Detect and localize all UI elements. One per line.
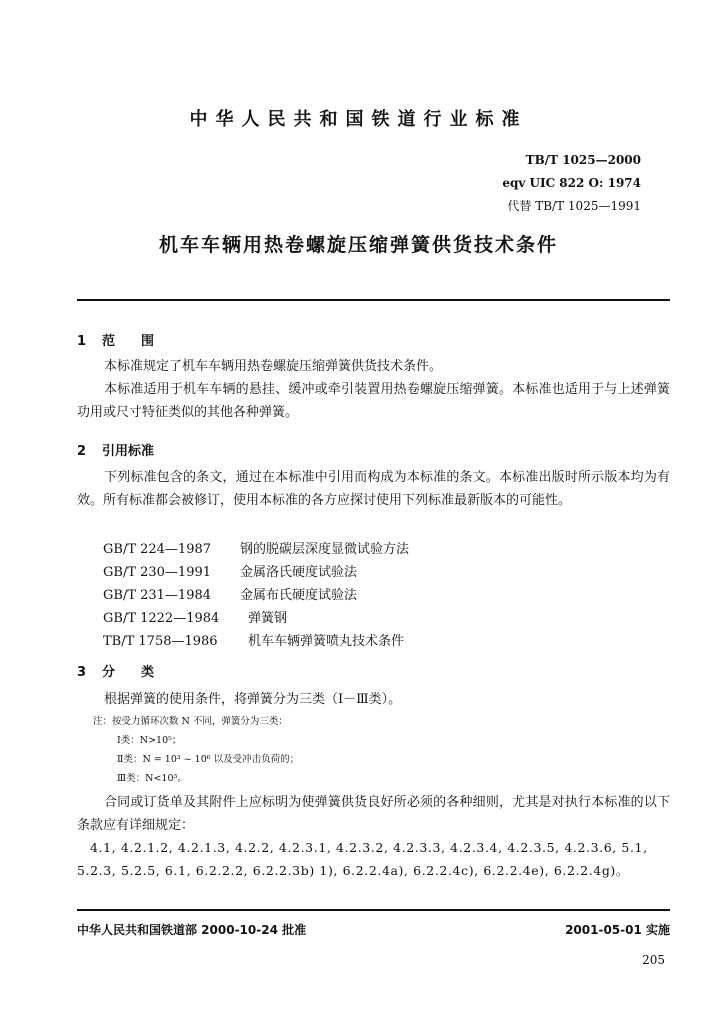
section-2-para-1: 下列标准包含的条文，通过在本标准中引用而构成为本标准的条文。本标准出版时所示版本均为有效。所有标准都会被修订，使用本标准的各方应探讨使用下列标准最新版本的可能性。: [77, 470, 670, 508]
section-3-para-1: 根据弹簧的使用条件，将弹簧分为三类（Ⅰ－Ⅲ类）。: [104, 692, 402, 707]
section-title: 分 类: [102, 665, 155, 680]
implementation-date: 2001-05-01 实施: [565, 923, 670, 937]
standard-codes: [502, 149, 641, 218]
section-title: 范 围: [102, 334, 155, 349]
section-3-para-2: 合同或订货单及其附件上应标明为使弹簧供货良好所必须的各种细则，尤其是对执行本标准的以下条款应有详细规定：: [77, 795, 670, 833]
reference-name: 弹簧钢: [248, 611, 288, 626]
reference-name: 金属洛氏硬度试验法: [240, 565, 358, 580]
section-2-heading: [77, 440, 154, 459]
standard-number: TB/T 1025—2000: [525, 153, 641, 167]
standard-category: 中华人民共和国铁道行业标准: [189, 109, 528, 130]
section-1-para-2: 本标准适用于机车车辆的悬挂、缓冲或牵引装置用热卷螺旋压缩弹簧。本标准也适用于与上述弹簧功用或尺寸特征类似的其他各种弹簧。: [77, 382, 670, 420]
reference-code: TB/T 1758—1986: [103, 634, 218, 649]
note-intro: 注：按受力循环次数 N 不同，弹簧分为三类：: [93, 716, 288, 727]
classification-note: [93, 712, 299, 788]
header-divider: [77, 299, 670, 301]
note-item-class-3: Ⅲ类：N<10³。: [117, 773, 187, 784]
page-number: 205: [642, 953, 665, 967]
replaces-standard: 代替 TB/T 1025—1991: [507, 199, 641, 213]
reference-item: [103, 538, 409, 561]
reference-code: GB/T 224—1987: [103, 542, 212, 557]
section-1-heading: [77, 330, 154, 349]
reference-code: GB/T 1222—1984: [103, 611, 220, 626]
approval-line: 中华人民共和国铁道部 2000-10-24 批准: [77, 923, 307, 937]
footer-divider: [77, 909, 670, 911]
section-3-heading: [77, 661, 154, 680]
reference-code: GB/T 231—1984: [103, 588, 212, 603]
section-title: 引用标准: [102, 444, 155, 459]
reference-code: GB/T 230—1991: [103, 565, 212, 580]
reference-item: [103, 607, 409, 630]
clause-list: 4.1, 4.2.1.2, 4.2.1.3, 4.2.2, 4.2.3.1, 4.2.3.2, 4.2.3.3, 4.2.3.4, 4.2.3.5, 4.2.3.6, 5.1, 5.2.3, 5.2.5, 6.1, 6.2.2.2, 6.2.2.3b) 1), 6.2.2.4a), 6.2.2.4c), 6.2.2.4e), 6.2.2.4g)。: [77, 840, 648, 878]
section-number: 1: [77, 334, 87, 349]
section-number: 3: [77, 665, 87, 680]
section-number: 2: [77, 444, 87, 459]
reference-name: 钢的脱碳层深度显微试验方法: [240, 542, 410, 557]
section-1-para-1: 本标准规定了机车车辆用热卷螺旋压缩弹簧供货技术条件。: [104, 359, 443, 374]
reference-item: [103, 584, 409, 607]
note-item-class-2: Ⅱ类：N = 10³ ~ 10⁶ 以及受冲击负荷的；: [117, 754, 300, 765]
reference-item: [103, 630, 409, 653]
note-item-class-1: Ⅰ类：N>10⁵；: [117, 735, 182, 746]
reference-item: [103, 561, 409, 584]
reference-name: 金属布氏硬度试验法: [240, 588, 358, 603]
document-title: 机车车辆用热卷螺旋压缩弹簧供货技术条件: [158, 234, 558, 256]
equivalent-standard: eqv UIC 822 O: 1974: [502, 176, 641, 190]
reference-name: 机车车辆弹簧喷丸技术条件: [248, 634, 405, 649]
reference-list: [103, 538, 409, 653]
